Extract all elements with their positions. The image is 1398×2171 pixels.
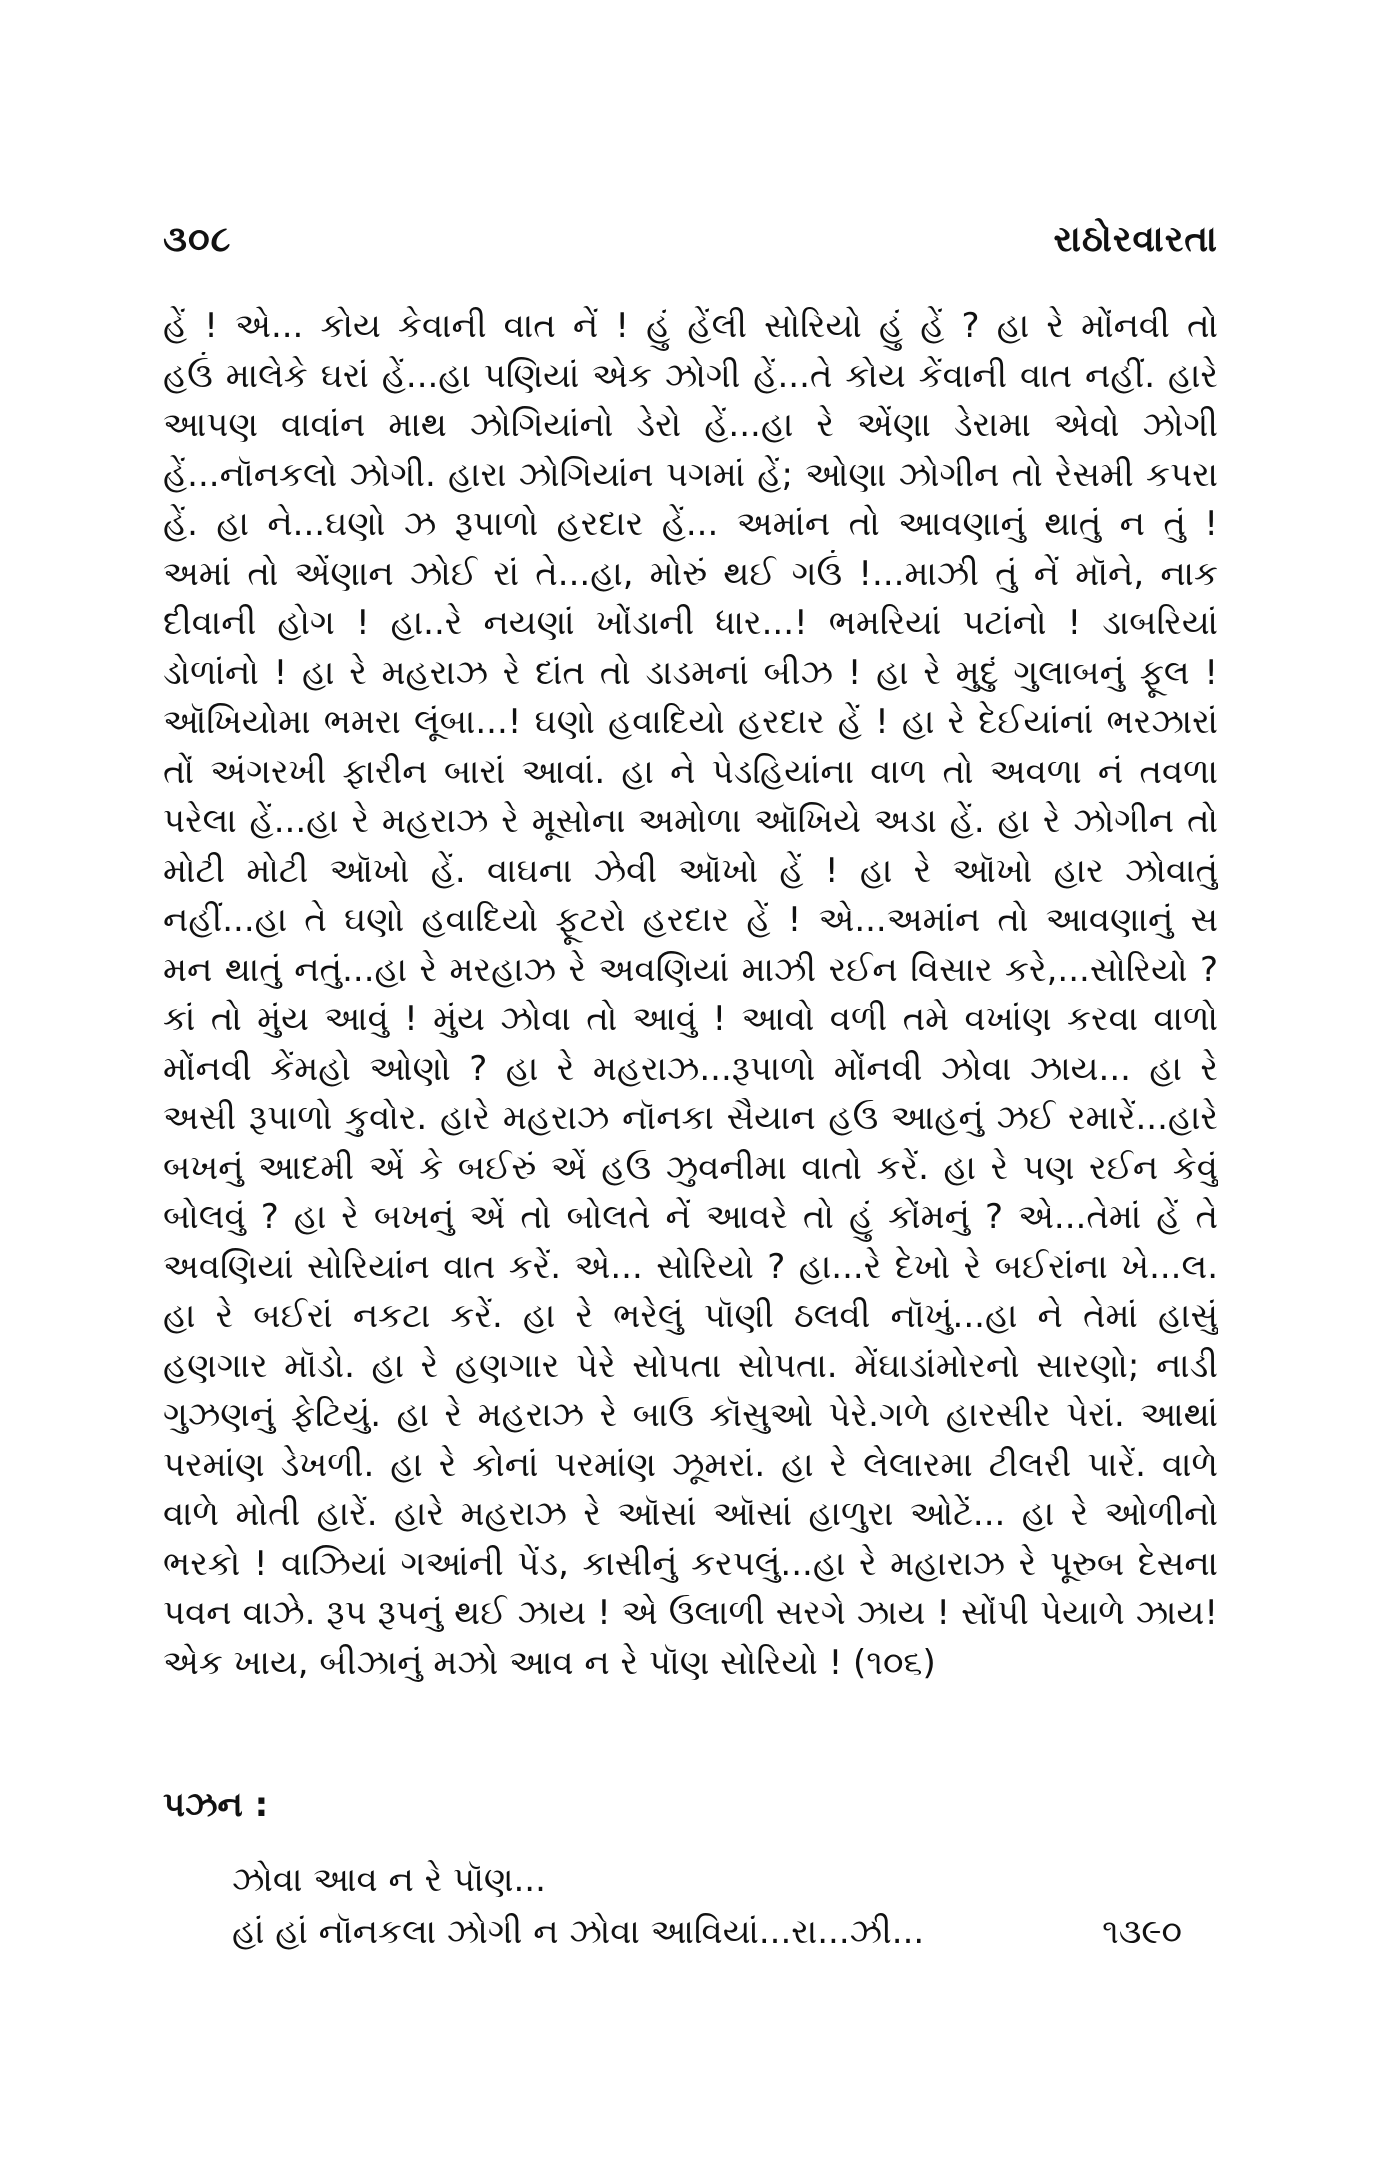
text-line: ડોળાંનો ! હા રે મહરાઝ રે દાંત તો ડાડમનાં બીઝ ! હા રે મુદું ગુલાબનું ફૂલ ! [163,652,1218,693]
page-number: ૩૦૮ [163,219,232,260]
running-title: રાઠોરવારતા [1053,219,1218,260]
body-paragraph [163,302,1218,1688]
verse-number: ૧૩૯૦ [1102,1912,1182,1952]
text-line: ઑખિયોમા ભમરા લૂંબા...! ઘણો હવાદિયો હરદાર હેં ! હા રે દેઈયાંનાં ભરઝારાં [163,702,1218,742]
text-line: બખનું આદમી એં કે બઈરું એં હઉ ઝુવનીમા વાતો કરેં. હા રે પણ રઈન કેવું [163,1147,1218,1188]
verse-line-numbered [232,1912,1182,1952]
text-line: મોટી મોટી ઑખો હેં. વાઘના ઝેવી ઑખો હેં ! હા રે ઑખો હાર ઝોવાતું [163,850,1218,891]
text-line: ભરકો ! વાઝિયાં ગઆંની પેંડ, કાસીનું કરપલું...હા રે મહારાઝ રે પૂરુબ દેસના [163,1543,1218,1584]
text-line: હા રે બઈરાં નકટા કરેં. હા રે ભરેલું પૉણી ઠલવી નૉખું...હા ને તેમાં હાસું [163,1296,1218,1336]
verse-text: હાં હાં નૉનકલા ઝોગી ન ઝોવા આવિયાં...રા...ઝી... [232,1912,925,1952]
text-line: દીવાની હોગ ! હા..રે નયણાં ખોંડાની ધાર...! ભમરિયાં પટાંનો ! ડાબરિયાં [163,603,1218,643]
text-line: વાળે મોતી હારેં. હારે મહરાઝ રે ઑસાં ઑસાં હાળુરા ઓટેં... હા રે ઓળીનો [163,1494,1218,1534]
text-line: નહીં...હા તે ઘણો હવાદિયો ફૂટરો હરદાર હેં ! એ...અમાંન તો આવણાનું સ [163,900,1218,940]
text-line: તોં અંગરખી ફારીન બારાં આવાં. હા ને પેડહિયાંના વાળ તો અવળા નં તવળા [163,751,1218,792]
text-line: હણગાર મૉડો. હા રે હણગાર પેરે સોપતા સોપતા. મેંઘાડાંમોરનો સારણો; નાડી [163,1345,1218,1386]
text-line: હઉં માલેકે ઘરાં હેં...હા પણિયાં એક ઝોગી હેં...તે કોય કેંવાની વાત નહીં. હારે [163,355,1218,396]
text-line: મોંનવી કેંમહો ઓણો ? હા રે મહરાઝ...રૂપાળો મોંનવી ઝોવા ઝાય... હા રે [163,1048,1218,1089]
text-line: અસી રૂપાળો કુવોર. હારે મહરાઝ નૉનકા સૈયાન હઉ આહનું ઝઈ રમારેં...હારે [163,1098,1218,1138]
text-line: ગુઝણનું ફેટિયું. હા રે મહરાઝ રે બાઉ કૉસુઓ પેરે.ગળે હારસીર પેરાં. આથાં [163,1395,1218,1435]
text-line: બોલવું ? હા રે બખનું એં તો બોલતે નેં આવરે તો હું કોંમનું ? એ...તેમાં હેં તે [163,1197,1218,1237]
text-line: એક ખાય, બીઝાનું મઝો આવ ન રે પૉણ સોરિયો ! (૧૦૬) [163,1642,936,1683]
section-label: પઝન : [163,1785,269,1825]
page-header [163,210,1218,270]
text-line: પરેલા હેં...હા રે મહરાઝ રે મૂસોના અમોળા ઑખિયે અડા હેં. હા રે ઝોગીન તો [163,801,1218,841]
text-line: હેં...નૉનકલો ઝોગી. હારા ઝોગિયાંન પગમાં હેં; ઓણા ઝોગીન તો રેસમી કપરા [163,454,1218,495]
text-line: કાં તો મુંય આવું ! મુંય ઝોવા તો આવું ! આવો વળી તમે વખાંણ કરવા વાળો [163,999,1218,1039]
text-line: પરમાંણ ડેખળી. હા રે કોનાં પરમાંણ ઝૂમરાં. હા રે લેલારમા ટીલરી પારેં. વાળે [163,1444,1218,1485]
verse-line: ઝોવા આવ ન રે પૉણ... [232,1860,546,1900]
text-line: પવન વાઝે. રૂપ રૂપનું થઈ ઝાય ! એ ઉલાળી સરગે ઝાય ! સોંપી પેયાળે ઝાય! [163,1593,1218,1633]
text-line: મન થાતું નતું...હા રે મરહાઝ રે અવણિયાં માઝી રઈન વિસાર કરે,...સોરિયો ? [163,949,1218,990]
text-line: હેં ! એ... કોય કેવાની વાત નેં ! હું હેંલી સોરિયો હું હેં ? હા રે મોંનવી તો [163,306,1218,346]
text-line: આપણ વાવાંન માથ ઝોગિયાંનો ડેરો હેં...હા રે એંણા ડેરામા એવો ઝોગી [163,405,1218,445]
text-line: અવણિયાં સોરિયાંન વાત કરેં. એ... સોરિયો ? હા...રે દેખો રે બઈરાંના ખે...લ. [163,1246,1218,1287]
text-line: હેં. હા ને...ઘણો ઝ રૂપાળો હરદાર હેં... અમાંન તો આવણાનું થાતું ન તું ! [163,504,1218,544]
text-line: અમાં તો એંણાન ઝોઈ રાં તે...હા, મોરું થઈ ગઉં !...માઝી તું નેં મૉને, નાક [163,553,1218,594]
